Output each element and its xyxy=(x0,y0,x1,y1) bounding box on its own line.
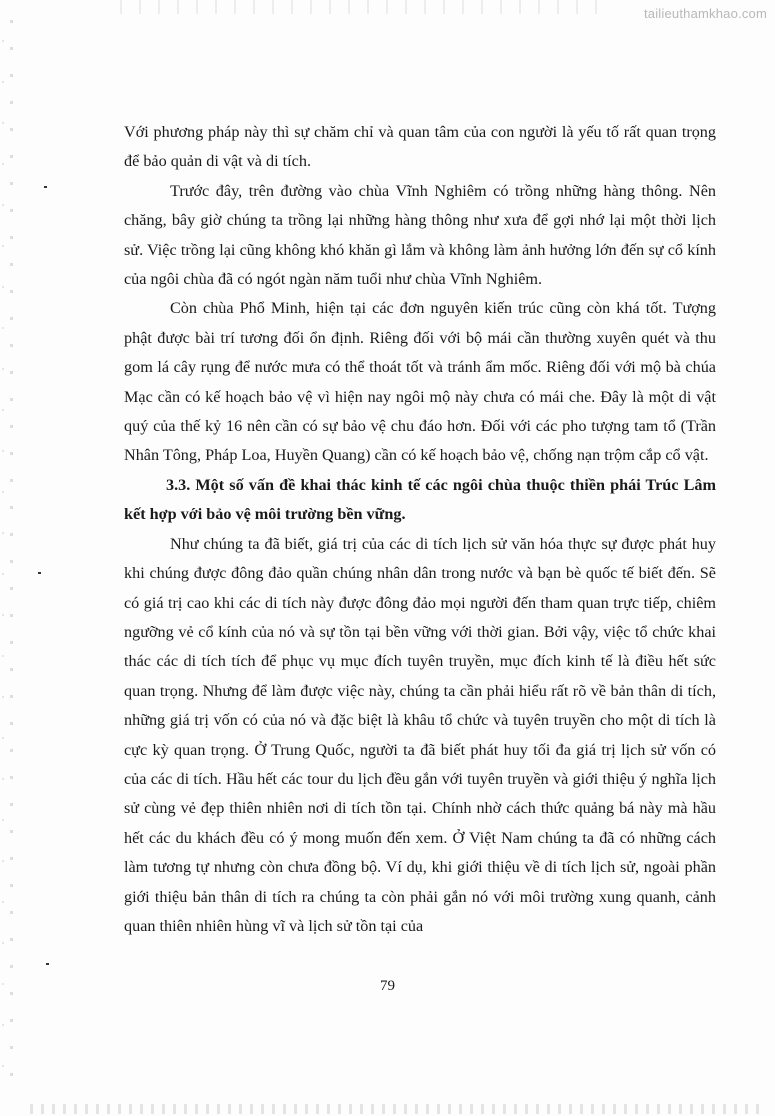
scan-artifact-left-edge xyxy=(2,40,4,1080)
body-text xyxy=(124,118,716,941)
scan-artifact-top xyxy=(120,0,600,14)
scan-artifact-bottom xyxy=(30,1104,760,1114)
page-number: 79 xyxy=(380,978,395,994)
paragraph: Trước đây, trên đường vào chùa Vĩnh Nghiêm có trồng những hàng thông. Nên chăng, bây giờ chúng ta trồng lại những hàng thông như xưa để gợi nhớ lại một thời lịch sử. Việc trồng lại cũng không khó khăn gì lắm và không làm ảnh hưởng lớn đến sự cổ kính của ngôi chùa đã có ngót ngàn năm tuổi như chùa Vĩnh Nghiêm. xyxy=(124,181,716,289)
scan-speck xyxy=(38,572,41,574)
watermark[interactable]: tailieuthamkhao.com xyxy=(643,6,767,21)
paragraph: Như chúng ta đã biết, giá trị của các di tích lịch sử văn hóa thực sự được phát huy khi chúng được đông đảo quần chúng nhân dân trong nước và bạn bè quốc tế biết đến. Sẽ có giá trị cao khi các di tích này được đông đảo mọi người đến tham quan trực tiếp, chiêm ngưỡng vẻ cổ kính của nó và sự tồn tại bền vững với thời gian. Bởi vậy, việc tổ chức khai thác các di tích tích để phục vụ mục đích tuyên truyền, mục đích kinh tế là điều hết sức quan trọng. Nhưng để làm được việc này, chúng ta cần phải hiểu rất rõ về bản thân di tích, những giá trị vốn có của nó và đặc biệt là khâu tổ chức và tuyên truyền cho một di tích là cực kỳ quan trọng. Ở Trung Quốc, người ta đã biết phát huy tối đa giá trị lịch sử vốn có của các di tích. Hầu hết các tour du lịch đều gắn với tuyên truyền và giới thiệu ý nghĩa lịch sử cùng vẻ đẹp thiên nhiên nơi di tích tồn tại. Chính nhờ cách thức quảng bá này mà hầu hết các du khách đều có ý mong muốn đến xem. Ở Việt Nam chúng ta đã có những cách làm tương tự nhưng còn chưa đồng bộ. Ví dụ, khi giới thiệu về di tích lịch sử, ngoài phần giới thiệu bản thân di tích ra chúng ta còn phải gắn nó với môi trường xung quanh, cảnh quan thiên nhiên hùng vĩ và lịch sử tồn tại của xyxy=(124,534,716,935)
scan-speck xyxy=(46,963,49,965)
scan-speck xyxy=(44,186,47,188)
scan-artifact-left xyxy=(10,20,13,1100)
section-heading: 3.3. Một số vấn đề khai thác kinh tế các ngôi chùa thuộc thiền phái Trúc Lâm kết hợp với bảo vệ môi trường bền vững. xyxy=(124,475,716,524)
paragraph: Còn chùa Phổ Minh, hiện tại các đơn nguyên kiến trúc cũng còn khá tốt. Tượng phật được bài trí tương đối ổn định. Riêng đối với bộ mái cần thường xuyên quét và thu gom lá cây rụng để nước mưa có thể thoát tốt và tránh ẩm mốc. Riêng đối với mộ bà chúa Mạc cần có kế hoạch bảo vệ vì hiện nay ngôi mộ này chưa có mái che. Đây là một di vật quý của thế kỷ 16 nên cần có sự bảo vệ chu đáo hơn. Đối với các pho tượng tam tổ (Trần Nhân Tông, Pháp Loa, Huyền Quang) cần có kế hoạch bảo vệ, chống nạn trộm cắp cổ vật. xyxy=(124,299,716,465)
paragraph: Với phương pháp này thì sự chăm chỉ và quan tâm của con người là yếu tố rất quan trọng để bảo quản di vật và di tích. xyxy=(124,123,716,171)
